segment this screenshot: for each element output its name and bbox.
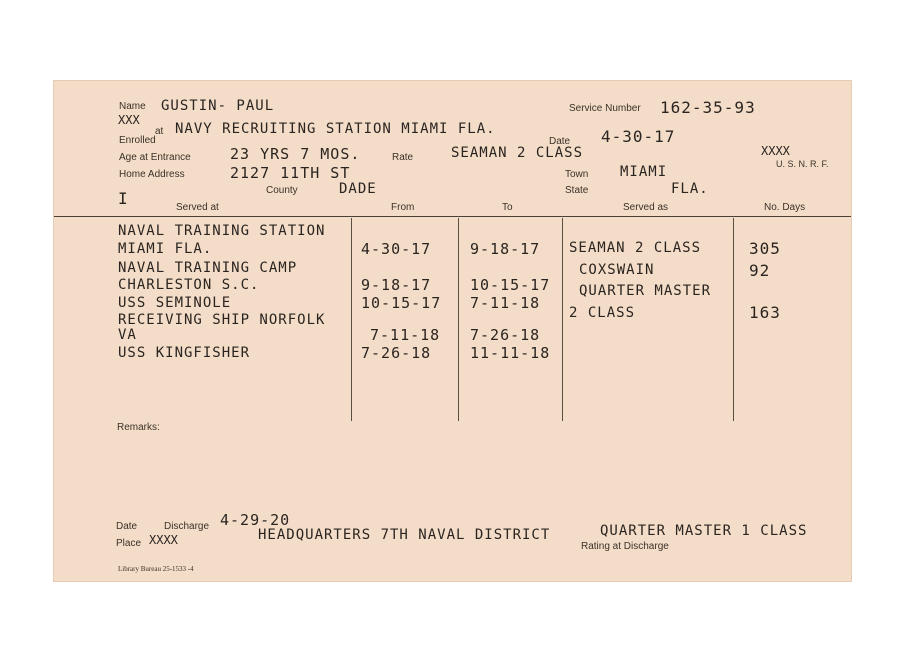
- county-value: DADE: [339, 181, 377, 197]
- service-number-label: Service Number: [569, 103, 641, 114]
- home-address-label: Home Address: [119, 169, 185, 180]
- rate-value: SEAMAN 2 CLASS: [451, 145, 584, 161]
- served-at-line: NAVAL TRAINING CAMP: [118, 260, 298, 276]
- enrolled-date-value: 4-30-17: [601, 127, 676, 146]
- state-value: FLA.: [671, 181, 709, 197]
- age-label: Age at Entrance: [119, 152, 191, 163]
- served-at-line: VA: [118, 327, 137, 343]
- name-label: Name: [119, 101, 146, 112]
- column-divider-to: [458, 218, 459, 421]
- footer-imprint: Library Bureau 25-1533 -4: [118, 565, 194, 573]
- from-date: 10-15-17: [361, 294, 442, 312]
- served-at-line: NAVAL TRAINING STATION: [118, 223, 326, 239]
- served-as-line: 2 CLASS: [569, 305, 636, 321]
- enlisted-struck: XXX: [118, 113, 140, 127]
- column-divider-from: [351, 218, 352, 421]
- remarks-label: Remarks:: [117, 422, 160, 433]
- days-header: No. Days: [764, 202, 806, 213]
- discharge-place-value: HEADQUARTERS 7TH NAVAL DISTRICT: [258, 527, 551, 543]
- service-number-value: 162-35-93: [660, 98, 756, 117]
- place-label: Place: [116, 538, 142, 549]
- from-date: 7-11-18: [370, 326, 441, 344]
- from-date: 9-18-17: [361, 276, 432, 294]
- discharge-label: Discharge: [164, 521, 210, 532]
- served-at-line: USS SEMINOLE: [118, 295, 232, 311]
- days-value: 305: [749, 239, 781, 258]
- home-address-value: 2127 11TH ST: [230, 164, 351, 182]
- from-header: From: [391, 202, 415, 213]
- from-date: 7-26-18: [361, 344, 432, 362]
- days-value: 92: [749, 261, 771, 280]
- served-as-line: SEAMAN 2 CLASS: [569, 240, 702, 256]
- to-date: 10-15-17: [470, 276, 551, 294]
- served-as-header: Served as: [623, 202, 669, 213]
- usnrf-struck: XXXX: [761, 144, 790, 158]
- usnrf-label: U. S. N. R. F.: [776, 159, 829, 169]
- service-record-card: [53, 80, 852, 582]
- rating-at-discharge-label: Rating at Discharge: [581, 541, 669, 552]
- days-value: 163: [749, 303, 781, 322]
- discharge-date-value: 4-29-20: [220, 511, 291, 529]
- date-label: Date: [549, 136, 571, 147]
- from-date: 4-30-17: [361, 240, 432, 258]
- name-value: GUSTIN- PAUL: [161, 98, 275, 114]
- to-date: 7-26-18: [470, 326, 541, 344]
- town-value: MIAMI: [620, 164, 668, 180]
- served-as-line: COXSWAIN: [579, 262, 655, 278]
- age-value: 23 YRS 7 MOS.: [230, 145, 361, 163]
- discharge-date-label: Date: [116, 521, 138, 532]
- table-header-rule: [54, 216, 851, 217]
- served-at-line: MIAMI FLA.: [118, 241, 213, 257]
- left-mark: I: [118, 189, 129, 208]
- county-label: County: [266, 185, 298, 196]
- to-date: 7-11-18: [470, 294, 541, 312]
- rate-label: Rate: [392, 152, 414, 163]
- column-divider-days: [733, 218, 734, 421]
- at-label: at: [155, 126, 164, 137]
- served-as-line: QUARTER MASTER: [579, 283, 712, 299]
- enrolled-label: Enrolled: [119, 135, 156, 146]
- discharge-rating-value: QUARTER MASTER 1 CLASS: [600, 523, 808, 539]
- to-header: To: [502, 202, 513, 213]
- served-at-line: RECEIVING SHIP NORFOLK: [118, 312, 326, 328]
- state-label: State: [565, 185, 589, 196]
- enrolled-at-value: NAVY RECRUITING STATION MIAMI FLA.: [175, 121, 496, 137]
- to-date: 11-11-18: [470, 344, 551, 362]
- served-at-header: Served at: [176, 202, 219, 213]
- column-divider-served-as: [562, 218, 563, 421]
- town-label: Town: [565, 169, 589, 180]
- served-at-line: USS KINGFISHER: [118, 345, 251, 361]
- served-at-line: CHARLESTON S.C.: [118, 277, 260, 293]
- place-struck: XXXX: [149, 533, 178, 547]
- to-date: 9-18-17: [470, 240, 541, 258]
